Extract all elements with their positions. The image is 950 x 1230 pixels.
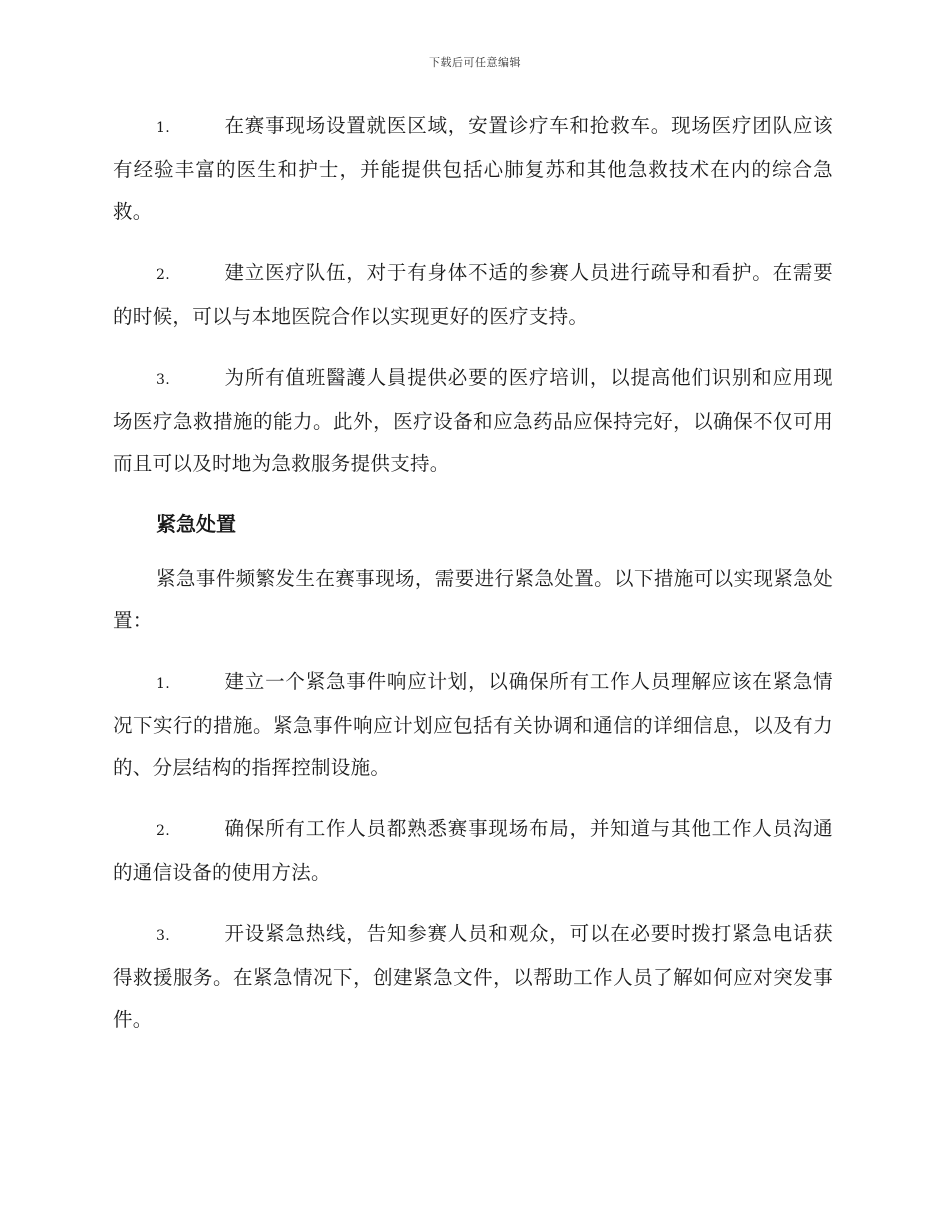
list-item-number: 2. [156, 267, 170, 283]
list-item [113, 357, 833, 485]
section-heading: 紧急处置 [156, 512, 236, 536]
list-item-text: 在赛事现场设置就医区域，安置诊疗车和抢救车。现场医疗团队应该有经验丰富的医生和护士，并能提供包括心肺复苏和其他急救技术在内的综合急救。 [113, 114, 833, 223]
document-body [113, 105, 833, 1060]
list-item-number: 1. [156, 676, 170, 692]
list-item-number: 3. [156, 372, 170, 388]
list-item-text: 建立医疗队伍，对于有身体不适的参赛人员进行疏导和看护。在需要的时候，可以与本地医院合作以实现更好的医疗支持。 [113, 261, 833, 328]
list-item [113, 252, 833, 338]
list-item-number: 3. [156, 928, 170, 944]
list-item [113, 661, 833, 789]
list-item [113, 105, 833, 233]
list-item-text: 确保所有工作人员都熟悉赛事现场布局，并知道与其他工作人员沟通的通信设备的使用方法。 [113, 817, 833, 884]
section-intro: 紧急事件频繁发生在赛事现场，需要进行紧急处置。以下措施可以实现紧急处置： [113, 567, 833, 632]
list-item-text: 建立一个紧急事件响应计划，以确保所有工作人员理解应该在紧急情况下实行的措施。紧急事件响应计划应包括有关协调和通信的详细信息，以及有力的、分层结构的指挥控制设施。 [113, 670, 833, 779]
list-item [113, 808, 833, 894]
list-item-number: 2. [156, 823, 170, 839]
list-item [113, 913, 833, 1041]
header-note: 下载后可任意编辑 [429, 56, 521, 69]
list-item-text: 开设紧急热线，告知参赛人员和观众，可以在必要时拨打紧急电话获得救援服务。在紧急情况下，创建紧急文件，以帮助工作人员了解如何应对突发事件。 [113, 922, 833, 1031]
list-item-number: 1. [156, 120, 170, 136]
list-item-text: 为所有值班醫護人員提供必要的医疗培训，以提高他们识别和应用现场医疗急救措施的能力。此外，医疗设备和应急药品应保持完好，以确保不仅可用而且可以及时地为急救服务提供支持。 [113, 366, 833, 475]
